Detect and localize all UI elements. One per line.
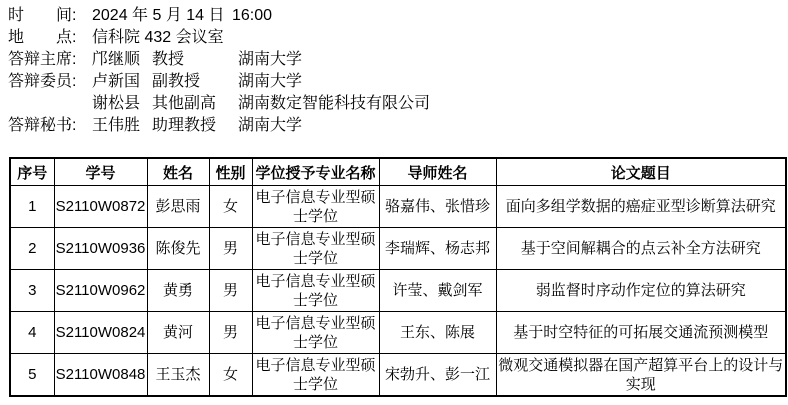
cell-student-id: S2110W0962: [54, 270, 147, 312]
secretary-label: 答辩秘书:: [8, 117, 77, 134]
secretary-org: 湖南大学: [238, 117, 303, 134]
committee-line-1: [8, 71, 788, 93]
chair-name: 邝继顺: [92, 51, 141, 68]
cell-thesis: 弱监督时序动作定位的算法研究: [496, 270, 786, 312]
cell-student-id: S2110W0936: [54, 228, 147, 270]
cell-advisors: 宋勃升、彭一江: [379, 354, 496, 397]
cell-student-id: S2110W0824: [54, 312, 147, 354]
cell-degree: 电子信息专业型硕士学位: [252, 228, 379, 270]
cell-gender: 男: [209, 312, 252, 354]
header-name: 姓名: [147, 158, 209, 186]
committee-member-1-name: 卢新国: [92, 73, 141, 90]
cell-student-id: S2110W0848: [54, 354, 147, 397]
cell-advisors: 王东、陈展: [379, 312, 496, 354]
cell-name: 王玉杰: [147, 354, 209, 397]
cell-name: 彭思雨: [147, 186, 209, 228]
cell-degree: 电子信息专业型硕士学位: [252, 354, 379, 397]
cell-advisors: 许莹、戴剑军: [379, 270, 496, 312]
chair-label: 答辩主席:: [8, 51, 77, 68]
secretary-line: [8, 115, 788, 137]
cell-degree: 电子信息专业型硕士学位: [252, 186, 379, 228]
header-student-id: 学号: [54, 158, 147, 186]
cell-thesis: 微观交通模拟器在国产超算平台上的设计与实现: [496, 354, 786, 397]
cell-gender: 女: [209, 186, 252, 228]
cell-no: 5: [10, 354, 54, 397]
cell-name: 陈俊先: [147, 228, 209, 270]
location-label: 地 点:: [8, 29, 77, 46]
chair-title: 教授: [152, 51, 185, 68]
committee-member-2-title: 其他副高: [152, 95, 217, 112]
secretary-title: 助理教授: [152, 117, 217, 134]
table-row: [10, 228, 786, 270]
cell-degree: 电子信息专业型硕士学位: [252, 312, 379, 354]
cell-no: 2: [10, 228, 54, 270]
cell-name: 黄勇: [147, 270, 209, 312]
committee-member-1-title: 副教授: [152, 73, 201, 90]
cell-gender: 女: [209, 354, 252, 397]
secretary-name: 王伟胜: [92, 117, 141, 134]
cell-gender: 男: [209, 228, 252, 270]
table-header-row: [10, 158, 786, 186]
committee-label-empty: [8, 93, 92, 115]
committee-line-2: [8, 93, 788, 115]
cell-thesis: 基于时空特征的可拓展交通流预测模型: [496, 312, 786, 354]
cell-no: 3: [10, 270, 54, 312]
defense-time: 16:00: [232, 7, 273, 24]
header-degree: 学位授予专业名称: [252, 158, 379, 186]
cell-advisors: 李瑞辉、杨志邦: [379, 228, 496, 270]
cell-student-id: S2110W0872: [54, 186, 147, 228]
header-no: 序号: [10, 158, 54, 186]
header-thesis: 论文题目: [496, 158, 786, 186]
cell-name: 黄河: [147, 312, 209, 354]
defense-date: 2024 年 5 月 14 日: [92, 7, 225, 24]
table-row: [10, 270, 786, 312]
chair-line: [8, 49, 788, 71]
chair-org: 湖南大学: [238, 51, 303, 68]
table-row: [10, 186, 786, 228]
defense-schedule-table: [9, 157, 787, 397]
table-row: [10, 354, 786, 397]
location-line: [8, 27, 788, 49]
time-line: [8, 5, 788, 27]
header-advisors: 导师姓名: [379, 158, 496, 186]
committee-member-1-org: 湖南大学: [238, 73, 303, 90]
cell-advisors: 骆嘉伟、张惜珍: [379, 186, 496, 228]
header-gender: 性别: [209, 158, 252, 186]
defense-location: 信科院 432 会议室: [92, 29, 224, 46]
cell-thesis: 基于空间解耦合的点云补全方法研究: [496, 228, 786, 270]
cell-gender: 男: [209, 270, 252, 312]
defense-info-block: [0, 0, 788, 137]
committee-member-2-org: 湖南数定智能科技有限公司: [238, 95, 431, 112]
cell-thesis: 面向多组学数据的癌症亚型诊断算法研究: [496, 186, 786, 228]
cell-no: 1: [10, 186, 54, 228]
table-row: [10, 312, 786, 354]
committee-label: 答辩委员:: [8, 73, 77, 90]
cell-no: 4: [10, 312, 54, 354]
cell-degree: 电子信息专业型硕士学位: [252, 270, 379, 312]
time-label: 时 间:: [8, 7, 77, 24]
committee-member-2-name: 谢松县: [92, 95, 141, 112]
